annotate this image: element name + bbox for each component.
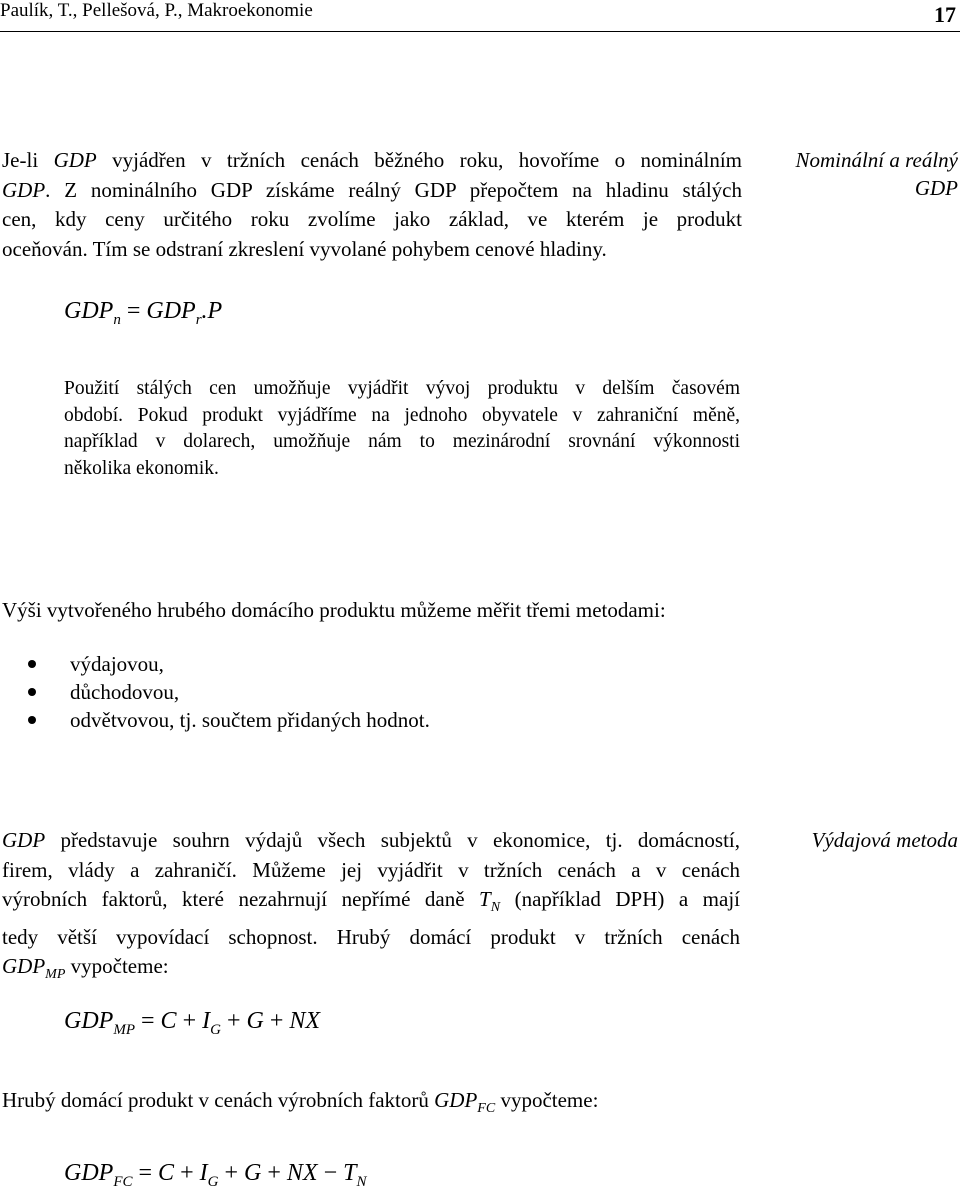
formula-gdp-factor-cost: $GDP_{FC} = C + I_G + G$ + NX − $T_N$ xyxy=(64,1160,367,1190)
paragraph-line: výrobních faktorů, které nezahrnují nepřímé daně $T_N$ (například DPH) a mají xyxy=(2,887,740,916)
paragraph-line: GDP. Z nominálního GDP získáme reálný GDP přepočtem na hladinu stálých xyxy=(2,177,742,202)
bullet-icon xyxy=(28,716,36,724)
paragraph-line: Použití stálých cen umožňuje vyjádřit vývoj produktu v delším časovém xyxy=(64,378,740,399)
list-item: výdajovou, xyxy=(28,650,430,678)
header-divider xyxy=(0,31,960,32)
list-item: důchodovou, xyxy=(28,678,430,706)
paragraph-constant-prices xyxy=(64,376,740,482)
formula-gdp-nominal: $GDP_n = GDP_r.P$ xyxy=(64,298,223,328)
margin-note-expenditure-method: Výdajová metoda xyxy=(811,828,958,852)
paragraph-line: cen, kdy ceny určitého roku zvolíme jako základ, ve kterém je produkt xyxy=(2,207,742,231)
factor-cost-intro: Hrubý domácí produkt v cenách výrobních faktorů $GDP_{FC}$ vypočteme: xyxy=(2,1088,599,1116)
paragraph-line: například v dolarech, umožňuje nám to mezinárodní srovnání výkonnosti xyxy=(64,431,740,452)
paragraph-line: GDP představuje souhrn výdajů všech subjektů v ekonomice, tj. domácností, xyxy=(2,828,740,852)
running-header: Paulík, T., Pellešová, P., Makroekonomie xyxy=(0,0,313,21)
paragraph-line: firem, vlády a zahraničí. Můžeme jej vyjádřit v tržních cenách a v cenách xyxy=(2,857,740,882)
methods-list xyxy=(28,650,430,734)
paragraph-line: Je-li GDP vyjádřen v tržních cenách běžného roku, hovoříme o nominálním xyxy=(2,148,743,172)
page-number: 17 xyxy=(934,2,956,27)
formula-gdp-market-prices: $GDP_{MP} = C + I_G + G$ + NX xyxy=(64,1008,321,1038)
list-item: odvětvovou, tj. součtem přidaných hodnot. xyxy=(28,706,430,734)
paragraph-nominal-real xyxy=(2,146,742,264)
bullet-icon xyxy=(28,688,36,696)
paragraph-line: období. Pokud produkt vyjádříme na jednoho obyvatele v zahraniční měně, xyxy=(64,404,740,426)
paragraph-line: oceňován. Tím se odstraní zkreslení vyvolané pohybem cenové hladiny. xyxy=(2,236,607,261)
bullet-icon xyxy=(28,660,36,668)
margin-note-nominal-real: Nominální a reálný GDP xyxy=(795,148,958,200)
methods-intro: Výši vytvořeného hrubého domácího produktu můžeme měřit třemi metodami: xyxy=(2,598,666,622)
paragraph-expenditure-method xyxy=(2,826,740,990)
paragraph-line: několika ekonomik. xyxy=(64,457,219,479)
paragraph-line: tedy větší vypovídací schopnost. Hrubý domácí produkt v tržních cenách xyxy=(2,924,740,949)
paragraph-line: $GDP_{MP}$ vypočteme: xyxy=(2,954,169,983)
